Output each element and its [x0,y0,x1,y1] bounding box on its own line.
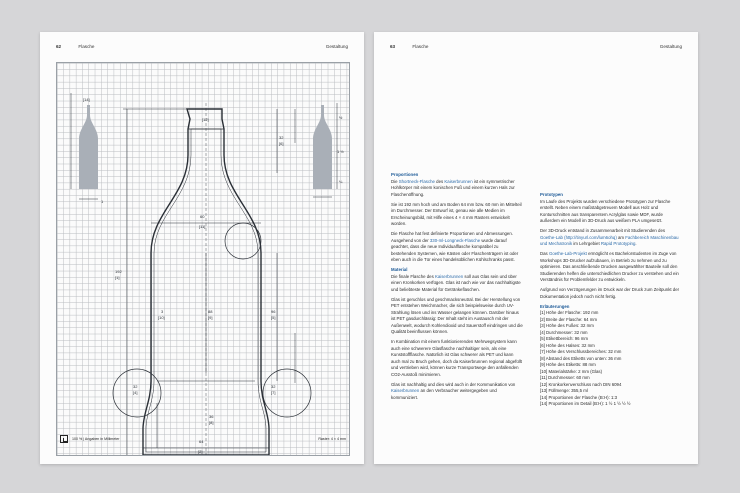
diameter-ref: [4] [133,390,138,395]
spec-item: [1] Höhe der Flasche: 192 mm [540,310,599,315]
paragraph-communication [391,382,524,402]
heading-erlaeuterungen: Erläuterungen [540,303,570,309]
paragraph-intro [391,179,524,199]
ratio-c: ¼ [339,179,343,184]
text-run: ermöglicht es Bachelorstudenten im Zuge von Workshops 3D-Drucker aufzubauen, in Betrieb zu nehmen und zu optimieren. Das anschließende Drucken ausgewählter Bauteile soll den Studierenden helfen die unterschiedlichen Drucker zu verstehen und ein Verständnis für Problemfelder zu entwickeln. [540,251,679,282]
text-run: soll aus Glas sein und über einen Kronkorken verfügen. Glas ist nach wie vor das nachhaltigste und beliebteste Material für Getränkeflaschen. [391,273,521,292]
ratio-d: 1 [101,199,104,204]
paragraph-dimensions: Sie ist 192 mm hoch und am Boden 64 mm bzw. 60 mm im Mittelteil im Durchmesser. Der Entwurf ist, genau wie alle Medien im Erscheinungsbild, mit Hilfe eines 4 × 4 mm Rasters entwickelt worden. [391,201,522,226]
text-run: Die Flasche hat fest definierte Proportionen und Abmessungen. Ausgehend von der [391,231,513,243]
right-page-number: 63 [390,44,396,49]
scale-footnote: 100 % | Angaben in Millimeter [72,437,120,441]
closure-value: 32 [271,384,276,389]
paragraph-delay: Aufgrund von Verzögerungen im Druck war der Druck zum Zeitpunkt der Dokumentation jedoch noch nicht fertig. [540,287,680,299]
label-area-value: 88 [208,309,213,314]
text-column-1 [391,172,524,405]
text-run: Der 3D-Druck entstand in Zusammenarbeit mit Studierenden des [540,228,666,233]
left-chapter-title: Gestaltung [325,44,348,49]
three-value: 3 [161,309,164,314]
spec-item: [12] Kronkorkenverschluss nach DIN 6094 [540,381,622,387]
spec-item: [14] Proportionen im Detail (B:H): 1 ½ 1 ½ ½ ½ [540,401,631,406]
total-height-value: 192 [115,269,122,274]
base-diameter-value: 60 [200,214,205,219]
bottle-technical-drawing [57,63,349,455]
dimension-lines [71,93,337,455]
text-run: Die [391,178,399,184]
paragraph-glass-vs-pet: Glas ist geruchlos und geschmacksneutral. Bei der Herstellung von PET entstehen Weichmacher, die sich beispielsweise durch UV-Strahlung lösen und ins Wasser gelangen können. Darüber hinaus ist PET gasdurchlässig: Der Inhalt steht im Austausch mit der Außenwelt, wodurch Kohlendioxid und Sauerstoff eindringen und die Qualität beeinflussen können. [391,296,523,334]
spec-item: [6] Höhe des Halses: 32 mm [540,342,595,348]
paragraph-compatibility [391,231,524,264]
diameter-value: 32 [133,384,138,389]
highlighted-term[interactable]: Kaiserbrunnen [391,388,420,393]
logo-mark-icon [60,435,68,443]
text-run: ist ein symmetrischer Hohlkörper mit einem konischen Fuß und einem kurzen Hals zur Flaschenöffnung. [391,178,515,197]
highlighted-term[interactable]: Kaiserbrunnen [434,273,464,279]
spec-item: [11] Durchmesser: 60 mm [540,375,590,380]
foot-offset-ref: [8] [209,420,214,425]
paragraph-goethe-lab [540,251,680,284]
heading-proportionen: Proportionen [391,172,419,177]
text-run: des [434,178,445,184]
text-run: am [616,234,626,240]
text-run: an den Verbraucher weitergegeben und kommuniziert. [391,388,497,400]
spec-item: [8] Abstand des Etiketts von unten: 36 mm [540,355,622,361]
neck-value: 32 [279,135,284,140]
heading-prototypen: Prototypen [540,192,563,197]
right-page [374,32,698,464]
highlighted-term[interactable]: Goethe-Lab-Projekt [548,251,587,256]
spec-item: [14] Proportionen der Flasche (B:H): 1:3 [540,394,618,400]
grid-footnote: Raster: 4 × 4 mm [318,437,346,441]
text-run: . [635,241,637,246]
ratio-a: ½ [339,115,343,120]
paragraph-material [391,274,524,294]
spec-item: [7] Höhe des Verschlussbereiches: 32 mm [540,349,622,354]
right-section-title: Flasche [412,44,429,49]
right-chapter-title: Gestaltung [659,44,682,49]
heading-material: Material [391,267,408,272]
label-area-ref: [9] [208,315,213,320]
highlighted-term[interactable]: Goethe-Lab (http://tinyurl.com/lum6ohq) [540,234,617,240]
spec-item: [9] Höhe des Etiketts: 88 mm [540,362,596,367]
text-run: Die finale Flasche des [391,273,435,279]
closure-ref: [7] [271,390,276,395]
highlighted-term[interactable]: Shortneck-Flasche [398,178,435,184]
left-page-number: 62 [56,44,62,49]
label-zone-ref: [5] [271,315,276,320]
left-running-header [56,44,95,49]
technical-grid [56,62,350,456]
text-run: Glas ist nachhaltig und dies wird auch in der Kommunikation von [391,381,516,387]
spec-item: [10] Materialstärke: 2 mm (Glas) [540,368,603,374]
total-height-ref: [1] [115,275,120,280]
spec-item: [4] Durchmesser: 32 mm [540,329,588,335]
small-bottle-silhouette-left [79,105,98,189]
left-page [40,32,364,464]
foot-offset-value: 36 [209,414,214,419]
shoulder-radius-circle [225,223,261,259]
paragraph-sustainability: In Kombination mit einem funktionierenden Mehrwegsystem kann auch eine schwerere Glasflasche nachhaltiger sein, als eine Kunststoffflasche. Natürlich ist Glas schwerer als PET und kann auch mal zu Bruch gehen, doch da Kaiserbrunnen regional abgefüllt und vertrieben wird, können kurze Transportwege den anfallenden CO2-Ausstoß minimieren. [391,339,522,377]
small-bottle-dim-label: [14] [83,97,90,102]
left-section-title: Flasche [78,44,95,49]
three-ref: [10] [158,315,165,320]
neck-ref: [6] [279,141,284,146]
highlighted-term[interactable]: Kaiserbrunnen [444,178,473,184]
label-zone-value: 96 [271,309,276,314]
cap-label: [12] [202,117,209,122]
spec-item: [13] Füllmenge: 355,5 ml [540,388,588,393]
right-running-header [390,44,429,49]
highlighted-term[interactable]: Fachbereich Maschinenbau und Mechatronik [540,234,679,246]
paragraph-3d-print [540,228,680,248]
specification-list [540,310,680,408]
text-run: wurde darauf geachtet, dass die neue Individualflasche kompatibel zu bestehenden Systemen, wie Kästen oder Flaschenträgern ist oder eben auch in die Tür eines handelsüblichen Kühlschranks passt. [391,237,519,262]
highlighted-term[interactable]: 330-ml-Longneck-Flasche [429,237,481,243]
highlighted-term[interactable]: Rapid Prototyping [600,241,636,246]
small-bottle-silhouette-right [313,105,332,189]
paragraph-prototypes: Im Laufe des Projekts wurden verschiedene Prototypen zur Flasche erstellt. Neben einem maßstabgetreuem Modell aus Holz und Konturschnitten aus transparentem Acrylglas sowie MDF, wurde außerdem ein Modell im 3D-Druck aus weißem PLA umgesetzt. [540,198,671,223]
spec-item: [5] Etikettbereich: 96 mm [540,336,589,341]
ratio-b: 1 ½ [337,149,344,154]
width-ref: [2] [198,449,203,454]
spec-item: [2] Breite der Flasche: 64 mm [540,316,597,322]
base-diameter-ref: [11] [199,224,206,229]
text-run: Das [540,251,549,256]
spec-item: [3] Höhe des Fußes: 32 mm [540,323,594,328]
text-run: im Lehrgebiet [572,241,601,246]
text-column-2 [540,192,680,408]
width-value: 64 [199,439,204,444]
